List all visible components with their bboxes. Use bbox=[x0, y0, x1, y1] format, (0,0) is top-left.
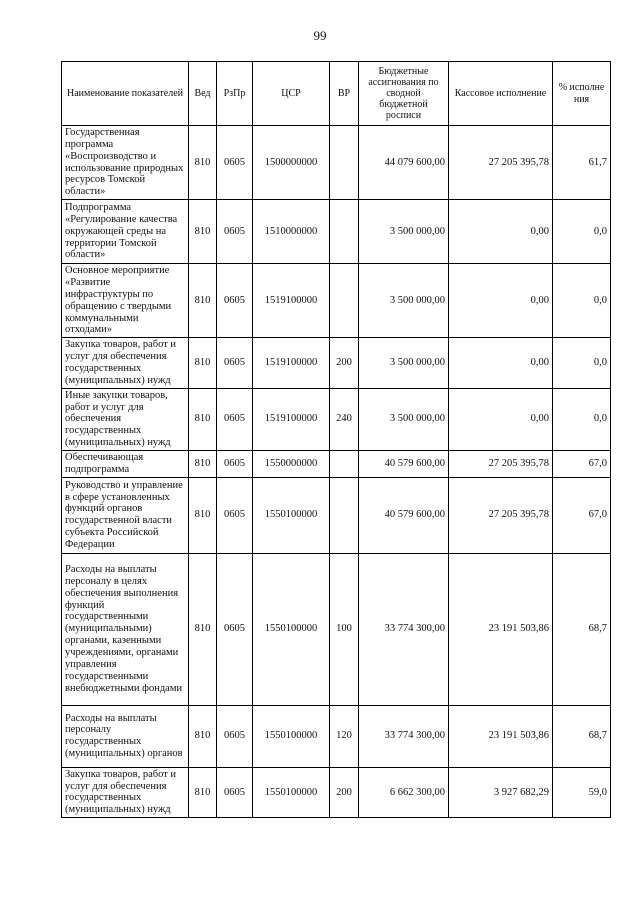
row-cash-execution: 0,00 bbox=[449, 264, 553, 338]
row-assignments: 40 579 600,00 bbox=[359, 451, 449, 478]
row-cash-execution: 27 205 395,78 bbox=[449, 126, 553, 200]
budget-execution-table bbox=[61, 61, 611, 818]
row-vr bbox=[330, 477, 359, 553]
header-vr: ВР bbox=[330, 62, 359, 126]
row-vr bbox=[330, 126, 359, 200]
row-csr: 1550000000 bbox=[253, 451, 330, 478]
row-assignments: 3 500 000,00 bbox=[359, 338, 449, 388]
row-csr: 1550100000 bbox=[253, 767, 330, 817]
row-percent: 0,0 bbox=[553, 388, 611, 450]
row-name: Закупка товаров, работ и услуг для обеспечения государственных (муниципальных) нужд bbox=[62, 338, 189, 388]
row-percent: 59,0 bbox=[553, 767, 611, 817]
row-name: Основное мероприятие «Развитие инфраструктуры по обращению с твердыми коммунальными отходами» bbox=[62, 264, 189, 338]
row-percent: 67,0 bbox=[553, 451, 611, 478]
table-row bbox=[62, 388, 611, 450]
row-name: Государственная программа «Воспроизводство и использование природных ресурсов Томской области» bbox=[62, 126, 189, 200]
row-assignments: 33 774 300,00 bbox=[359, 553, 449, 705]
row-rzpr: 0605 bbox=[217, 126, 253, 200]
row-rzpr: 0605 bbox=[217, 767, 253, 817]
row-assignments: 6 662 300,00 bbox=[359, 767, 449, 817]
table-row bbox=[62, 477, 611, 553]
row-cash-execution: 0,00 bbox=[449, 338, 553, 388]
row-ved: 810 bbox=[189, 264, 217, 338]
row-vr: 100 bbox=[330, 553, 359, 705]
row-percent: 0,0 bbox=[553, 338, 611, 388]
row-ved: 810 bbox=[189, 477, 217, 553]
row-rzpr: 0605 bbox=[217, 338, 253, 388]
row-ved: 810 bbox=[189, 388, 217, 450]
row-csr: 1519100000 bbox=[253, 388, 330, 450]
row-assignments: 44 079 600,00 bbox=[359, 126, 449, 200]
row-cash-execution: 23 191 503,86 bbox=[449, 705, 553, 767]
row-cash-execution: 27 205 395,78 bbox=[449, 477, 553, 553]
row-percent: 68,7 bbox=[553, 553, 611, 705]
header-ved: Вед bbox=[189, 62, 217, 126]
row-csr: 1519100000 bbox=[253, 338, 330, 388]
header-assignments: Бюджетные ассигнования по сводной бюджетной росписи bbox=[359, 62, 449, 126]
row-csr: 1500000000 bbox=[253, 126, 330, 200]
row-vr: 240 bbox=[330, 388, 359, 450]
row-vr bbox=[330, 264, 359, 338]
row-ved: 810 bbox=[189, 338, 217, 388]
row-rzpr: 0605 bbox=[217, 553, 253, 705]
row-csr: 1550100000 bbox=[253, 477, 330, 553]
row-vr: 200 bbox=[330, 338, 359, 388]
row-ved: 810 bbox=[189, 451, 217, 478]
header-name: Наименование показателей bbox=[62, 62, 189, 126]
row-ved: 810 bbox=[189, 553, 217, 705]
table-header-row bbox=[62, 62, 611, 126]
header-rzpr: РзПр bbox=[217, 62, 253, 126]
row-percent: 0,0 bbox=[553, 264, 611, 338]
row-vr bbox=[330, 200, 359, 264]
row-name: Закупка товаров, работ и услуг для обеспечения государственных (муниципальных) нужд bbox=[62, 767, 189, 817]
row-assignments: 3 500 000,00 bbox=[359, 264, 449, 338]
table-row bbox=[62, 126, 611, 200]
row-assignments: 40 579 600,00 bbox=[359, 477, 449, 553]
row-vr: 200 bbox=[330, 767, 359, 817]
row-ved: 810 bbox=[189, 767, 217, 817]
row-csr: 1510000000 bbox=[253, 200, 330, 264]
row-csr: 1550100000 bbox=[253, 553, 330, 705]
header-csr: ЦСР bbox=[253, 62, 330, 126]
table-row bbox=[62, 553, 611, 705]
row-rzpr: 0605 bbox=[217, 477, 253, 553]
table-row bbox=[62, 200, 611, 264]
row-cash-execution: 0,00 bbox=[449, 200, 553, 264]
row-assignments: 3 500 000,00 bbox=[359, 200, 449, 264]
row-vr bbox=[330, 451, 359, 478]
table-row bbox=[62, 338, 611, 388]
row-rzpr: 0605 bbox=[217, 264, 253, 338]
row-rzpr: 0605 bbox=[217, 451, 253, 478]
row-vr: 120 bbox=[330, 705, 359, 767]
row-cash-execution: 23 191 503,86 bbox=[449, 553, 553, 705]
row-assignments: 33 774 300,00 bbox=[359, 705, 449, 767]
header-cash-execution: Кассовое исполнение bbox=[449, 62, 553, 126]
row-rzpr: 0605 bbox=[217, 705, 253, 767]
row-cash-execution: 0,00 bbox=[449, 388, 553, 450]
row-name: Расходы на выплаты персоналу в целях обеспечения выполнения функций государственными (муниципальными) органами, казенными учреждениями, органами управления государственными внебюджетными фондами bbox=[62, 553, 189, 705]
row-ved: 810 bbox=[189, 200, 217, 264]
row-percent: 67,0 bbox=[553, 477, 611, 553]
header-percent: % исполне ния bbox=[553, 62, 611, 126]
row-csr: 1519100000 bbox=[253, 264, 330, 338]
table-row bbox=[62, 451, 611, 478]
page-number: 99 bbox=[313, 28, 327, 43]
row-cash-execution: 27 205 395,78 bbox=[449, 451, 553, 478]
table-row bbox=[62, 767, 611, 817]
row-name: Обеспечивающая подпрограмма bbox=[62, 451, 189, 478]
row-percent: 68,7 bbox=[553, 705, 611, 767]
table-body bbox=[62, 126, 611, 818]
row-name: Иные закупки товаров, работ и услуг для обеспечения государственных (муниципальных) нужд bbox=[62, 388, 189, 450]
row-name: Расходы на выплаты персоналу государственных (муниципальных) органов bbox=[62, 705, 189, 767]
table-row bbox=[62, 264, 611, 338]
row-csr: 1550100000 bbox=[253, 705, 330, 767]
row-rzpr: 0605 bbox=[217, 200, 253, 264]
row-ved: 810 bbox=[189, 705, 217, 767]
row-cash-execution: 3 927 682,29 bbox=[449, 767, 553, 817]
row-percent: 61,7 bbox=[553, 126, 611, 200]
row-name: Подпрограмма «Регулирование качества окружающей среды на территории Томской области» bbox=[62, 200, 189, 264]
row-percent: 0,0 bbox=[553, 200, 611, 264]
row-name: Руководство и управление в сфере установленных функций органов государственной власти субъекта Российской Федерации bbox=[62, 477, 189, 553]
table-row bbox=[62, 705, 611, 767]
row-assignments: 3 500 000,00 bbox=[359, 388, 449, 450]
row-ved: 810 bbox=[189, 126, 217, 200]
row-rzpr: 0605 bbox=[217, 388, 253, 450]
